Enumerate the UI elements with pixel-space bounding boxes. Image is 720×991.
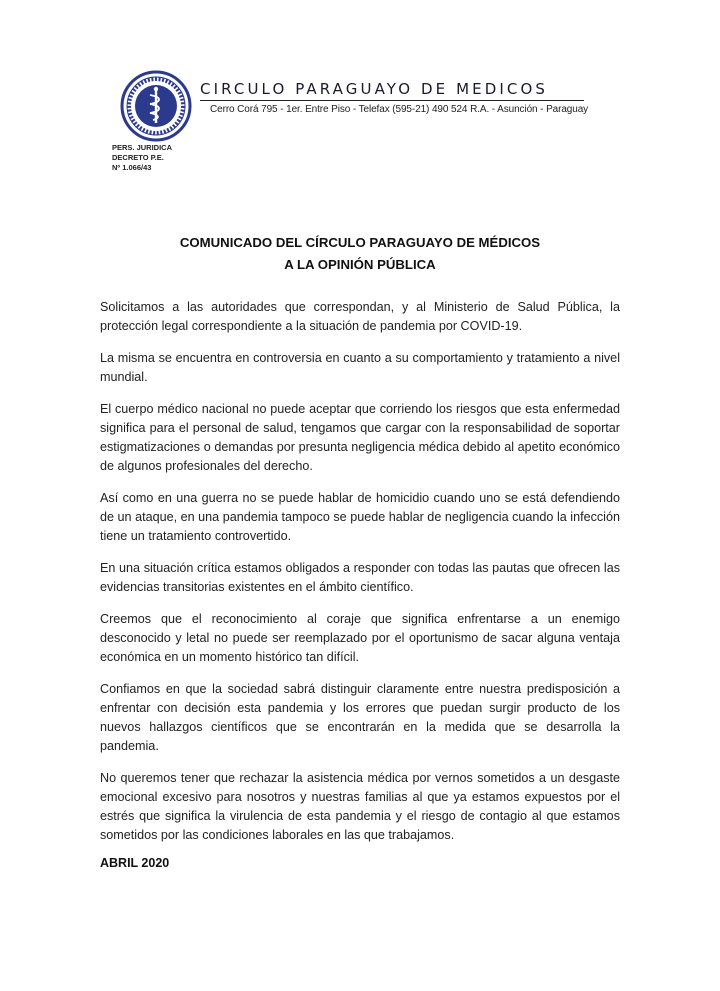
body-paragraph: Creemos que el reconocimiento al coraje que significa enfrentarse a un enemigo desconocido y letal no puede ser reemplazado por el oportunismo de sacar alguna ventaja económica en un momento histórico tan difícil.	[100, 612, 620, 664]
legal-line: Nº 1.066/43	[112, 163, 152, 172]
document-title	[100, 232, 620, 276]
legal-line: PERS. JURIDICA	[112, 143, 173, 152]
legal-line: DECRETO P.E.	[112, 153, 164, 162]
organization-name: CIRCULO PARAGUAYO DE MEDICOS	[200, 80, 548, 98]
document-body	[100, 298, 620, 858]
document-date: ABRIL 2020	[100, 856, 170, 870]
body-paragraph: Así como en una guerra no se puede hablar de homicidio cuando uno se está defendiendo de un ataque, en una pandemia tampoco se puede hablar de negligencia cuando la infección tiene un tratamiento controvertido.	[100, 491, 620, 543]
title-line-2: A LA OPINIÓN PÚBLICA	[284, 257, 436, 272]
body-paragraph: El cuerpo médico nacional no puede aceptar que corriendo los riesgos que esta enfermedad significa para el personal de salud, tengamos que cargar con la responsabilidad de soportar estigmatizaciones o demandas por presunta negligencia médica debido al apetito económico de algunos profesionales del derecho.	[100, 402, 620, 473]
body-paragraph: No queremos tener que rechazar la asistencia médica por vernos sometidos a un desgaste emocional excesivo para nosotros y nuestras familias al que ya estamos expuestos por el estrés que significa la virulencia de esta pandemia y el riesgo de contagio al que estamos sometidos por las condiciones laborales en las que trabajamos.	[100, 771, 620, 842]
body-paragraph: La misma se encuentra en controversia en cuanto a su comportamiento y tratamiento a nivel mundial.	[100, 351, 620, 384]
medical-seal-logo	[120, 70, 192, 142]
organization-address: Cerro Corá 795 - 1er. Entre Piso - Telefax (595-21) 490 524 R.A. - Asunción - Paraguay	[210, 104, 589, 115]
body-paragraph: Confiamos en que la sociedad sabrá distinguir claramente entre nuestra predisposición a enfrentar con decisión esta pandemia y los errores que puedan surgir producto de los nuevos hallazgos científicos que se encontrarán en la medida que se desarrolla la pandemia.	[100, 682, 620, 753]
letterhead-rule	[200, 100, 584, 101]
body-paragraph: Solicitamos a las autoridades que correspondan, y al Ministerio de Salud Pública, la protección legal correspondiente a la situación de pandemia por COVID-19.	[100, 300, 620, 333]
title-line-1: COMUNICADO DEL CÍRCULO PARAGUAYO DE MÉDICOS	[179, 235, 541, 250]
legal-registration	[112, 143, 172, 173]
body-paragraph: En una situación crítica estamos obligados a responder con todas las pautas que ofrecen las evidencias transitorias existentes en el ámbito científico.	[100, 561, 620, 594]
